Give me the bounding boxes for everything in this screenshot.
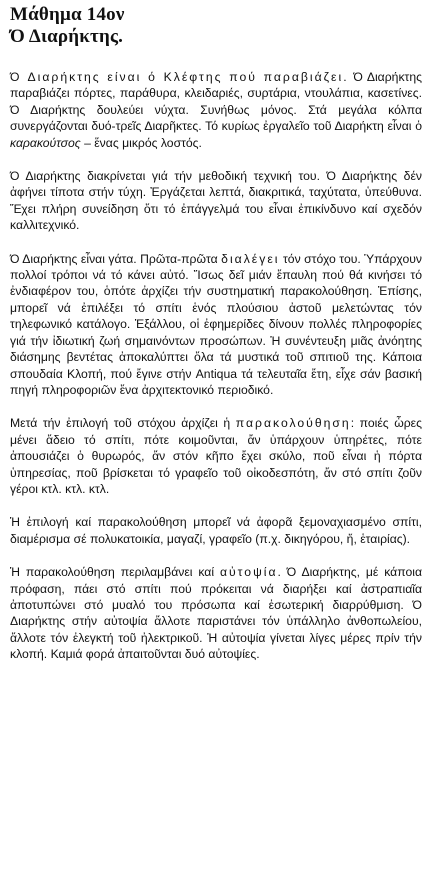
text-run: Μετά τήν ἐπιλογή τοῦ στόχου ἀρχίζει ἡ	[10, 416, 236, 431]
text-run: – ἕνας μικρός λοστός.	[80, 135, 202, 150]
lesson-title: Μάθημα 14ον	[10, 4, 125, 25]
text-run-spaced: διαλέγει	[221, 251, 280, 266]
text-run-spaced: αὐτοψία	[219, 565, 278, 580]
lesson-subtitle: Ό Διαρήκτης.	[10, 26, 124, 47]
text-run: . Ό Διαρήκτης, μέ κάποια πρόφαση, πάει στό σπίτι πού πρόκειται νά διαρήξει καί ἀστραπιαῖα ἀποτυπώνει στό μυαλό του πρόσωπα καί ἐσωτερική διαρρύθμιση. Ό Διαρήκτης στήν αὐτοψία ἄλλοτε παριστάνει τόν ὑπάλληλο ἀνθοπωλείου, ἄλλοτε τόν ἐλεγκτή τοῦ ἠλεκτρικοῦ. Ἡ αὐτοψία γίνεται λίγες μέρες πρίν τήν κλοπή. Καμιά φορά ἀπαιτοῦνται δυό αὐτοψίες.	[10, 565, 422, 662]
text-run: Ό Διαρήκτης είναι ό Κλέφτης πού παραβιάζει.	[10, 70, 349, 84]
text-run: τόν στόχο του. Ὑπάρχουν πολλοί τρόποι νά τό κάνει αὐτό. Ἴσως δεῖ μιάν ἔπαυλη πού θά κινήσει τό ἐνδιαφέρον του, ὁπότε ἀρχίζει τήν συστηματική παρακολούθηση. Ἐπίσης, μπορεῖ νά ἐπιλέξει τό σπίτι ἑνός πλούσιου ἀστοῦ μελετώντας τόν τηλεφωνικό κατάλογο. Ἐξάλλου, οἱ ἐφημερίδες δίνουν πολλές πληροφορίες γιά τήν ἰδιωτική ζωή σημαινόντων προσώπων. Ἡ συνέντευξη μιᾶς ἀνόητης διάσημης βεντέτας ἀποκαλύπτει ὅλα τά μυστικά τοῦ σπιτιοῦ της. Κάποια σπουδαία Κλοπή, πού ἔγινε στήν Antiqua τά τελευταῖα ἔτη, εἶχε σάν βασική πηγή πληροφοριῶν ἕνα ἀρχιτεκτονικό περιοδικό.	[10, 251, 422, 397]
paragraph-6	[10, 564, 422, 662]
text-run: Ό Διαρήκτης παραβιάζει πόρτες, παράθυρα, κλειδαριές, συρτάρια, ντουλάπια, κασετίνες. Ό Διαρήκτης δουλεύει νύχτα. Συνήθως μόνος. Στά μεγάλα κόλπα συνεργάζονται δυό-τρεῖς Διαρῆκτες. Τό κυρίως ἐργαλεῖο τοῦ Διαρήκτη εἶναι ὁ	[10, 70, 422, 134]
text-run: : ποιές ὧρες μένει ἄδειο τό σπίτι, πότε κοιμοῦνται, ἄν ὑπάρχουν ὑπηρέτες, πότε ἀπουσιάζει ὁ θυρωρός, ἄν στόν κῆπο ἔχει σκύλο, ποῦ εἶναι ἡ πόρτα ὑπηρεσίας, ποῦ βρίσκεται τό γραφεῖο τοῦ οἰκοδεσπότη, ἄν στό σπίτι ζοῦν γέροι κτλ. κτλ. κτλ.	[10, 416, 422, 496]
text-run-italic: καρακούτσος	[10, 135, 81, 150]
paragraph-2	[10, 168, 422, 234]
paragraph-1	[10, 69, 422, 151]
text-run: Ό Διαρήκτης διακρίνεται γιά τήν μεθοδική τεχνική του. Ό Διαρήκτης δέν ἀφήνει τίποτα στήν τύχη. Ἐργάζεται λεπτά, διακριτικά, ταχύτατα, ὑπεύθυνα. Ἔχει πλήρη συνείδηση ὅτι τό ἐπάγγελμά του εἶναι ἐπικίνδυνο καί σχεδόν καλλιτεχνικό.	[10, 169, 422, 233]
paragraph-5	[10, 514, 422, 547]
text-run: Ἡ ἐπιλογή καί παρακολούθηση μπορεῖ νά ἀφορᾶ ξεμοναχιασμένο σπίτι, διαμέρισμα σέ πολυκατοικία, μαγαζί, γραφεῖο (π.χ. δικηγόρου, ἤ, ἑταιρίας).	[10, 515, 422, 546]
text-run: Ό Διαρήκτης εἶναι γάτα. Πρῶτα-πρῶτα	[10, 251, 222, 266]
text-run: Ἡ παρακολούθηση περιλαμβάνει καί	[10, 565, 220, 580]
paragraph-4	[10, 415, 422, 497]
paragraph-3	[10, 251, 422, 399]
text-run-spaced: παρακολούθηση	[235, 416, 351, 431]
